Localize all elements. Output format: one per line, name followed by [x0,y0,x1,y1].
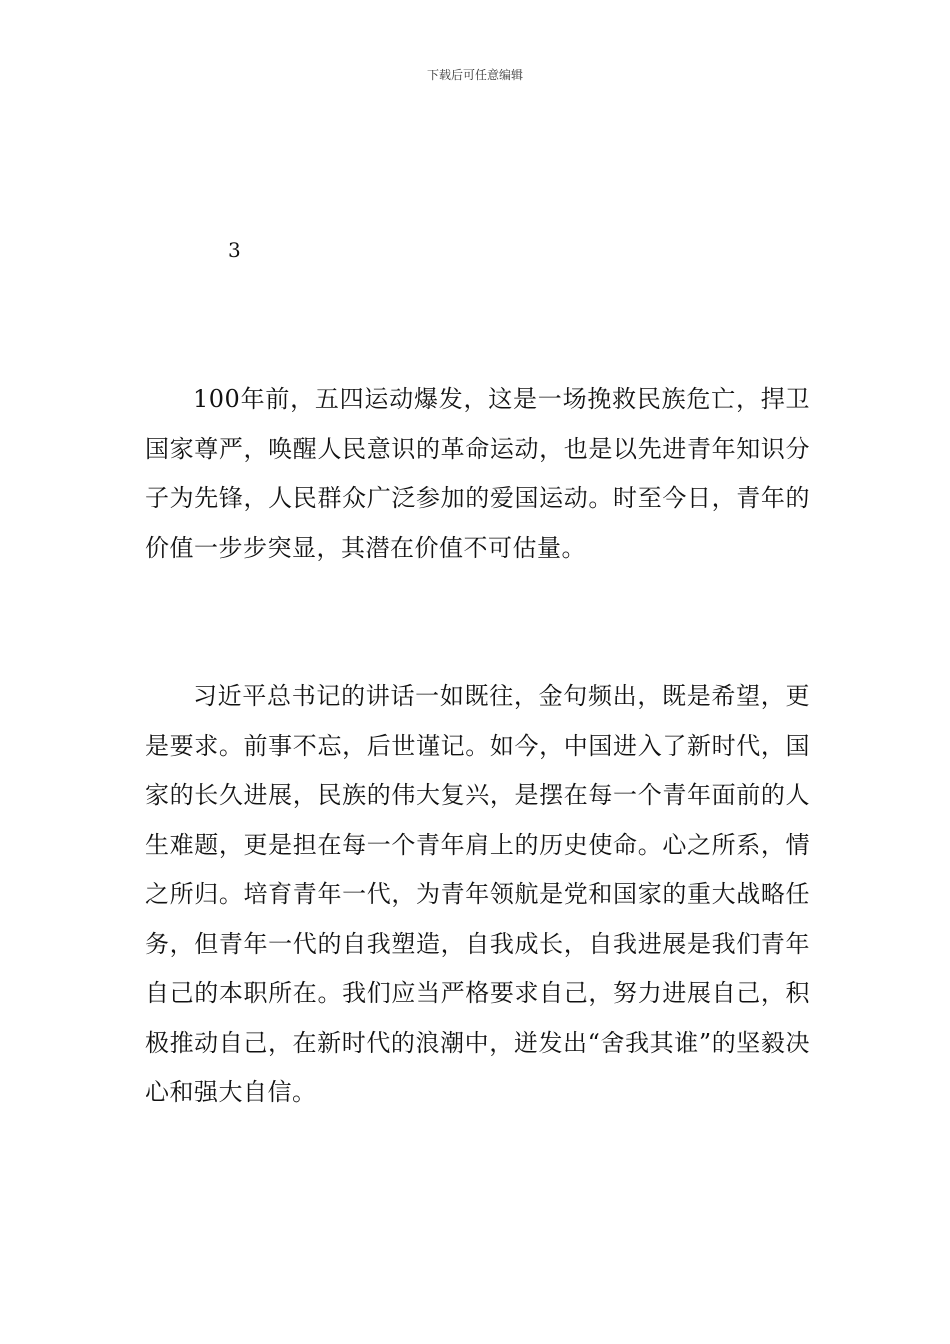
download-editable-note: 下载后可任意编辑 [426,68,523,82]
paragraph-youth-mission: 习近平总书记的讲话一如既往，金句频出，既是希望，更是要求。前事不忘，后世谨记。如今，中国进入了新时代，国家的长久进展，民族的伟大复兴，是摆在每一个青年面前的人生难题，更是担在每一个青年肩上的历史使命。心之所系，情之所归。培育青年一代，为青年领航是党和国家的重大战略任务，但青年一代的自我塑造，自我成长，自我进展是我们青年自己的本职所在。我们应当严格要求自己，努力进展自己，积极推动自己，在新时代的浪潮中，迸发出“舍我其谁”的坚毅决心和强大自信。 [145,682,810,1106]
section-number: 3 [228,238,241,262]
paragraph-may-fourth: 100年前，五四运动爆发，这是一场挽救民族危亡，捍卫国家尊严，唤醒人民意识的革命运动，也是以先进青年知识分子为先锋，人民群众广泛参加的爱国运动。时至今日，青年的价值一步步突显，其潜在价值不可估量。 [145,385,810,562]
